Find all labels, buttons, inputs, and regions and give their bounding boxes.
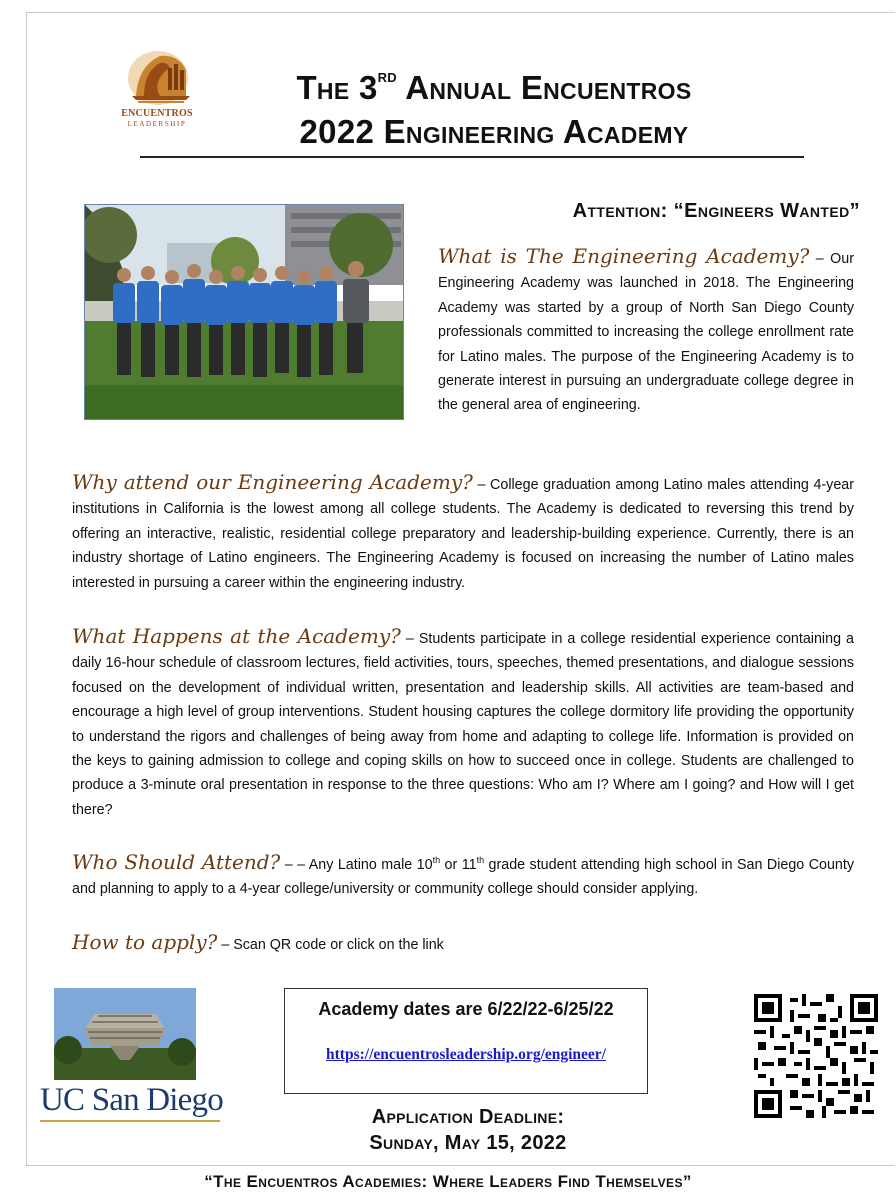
- footer-tagline: “The Encuentros Academies: Where Leaders Find Themselves”: [204, 1172, 692, 1191]
- ucsd-underline: [40, 1120, 220, 1122]
- logo-emblem-icon: [108, 48, 206, 108]
- group-photo: [84, 204, 404, 420]
- qr-code-icon[interactable]: [754, 994, 878, 1118]
- how-to-apply-heading: How to apply?: [72, 930, 218, 954]
- academy-dates: Academy dates are 6/22/22-6/25/22: [318, 999, 614, 1019]
- what-is-dash: –: [809, 251, 831, 267]
- section-why-attend: [72, 470, 854, 595]
- logo-subtitle: LEADERSHIP: [127, 120, 187, 128]
- why-attend-dash: –: [472, 477, 491, 493]
- title-line-1: [216, 66, 772, 110]
- why-attend-heading: Why attend our Engineering Academy?: [72, 470, 473, 494]
- who-attend-sup-1: th: [432, 855, 441, 865]
- application-deadline: [300, 1104, 636, 1156]
- who-attend-body-end: grade student attending high school in San Diego County and planning to apply to a 4-year college/university or community college should consider applying.: [72, 856, 855, 898]
- who-attend-sup-2: th: [476, 855, 485, 865]
- title-line-2: 2022 Engineering Academy: [299, 113, 689, 150]
- encuentros-logo: [108, 48, 206, 138]
- who-attend-body-start: Any Latino male 10: [308, 856, 433, 873]
- deadline-label: Application Deadline:: [371, 1106, 565, 1128]
- what-is-heading: What is The Engineering Academy?: [438, 244, 810, 268]
- title-line-1-start: The 3: [296, 69, 378, 106]
- registration-link[interactable]: https://encuentrosleadership.org/engineer/: [326, 1046, 606, 1063]
- title-divider: [140, 156, 804, 158]
- section-who-should-attend: [72, 848, 854, 902]
- section-what-happens: [72, 624, 854, 822]
- who-attend-heading: Who Should Attend?: [72, 849, 281, 874]
- what-happens-body: Students participate in a college residential experience containing a daily 16-hour schedule of classroom lectures, field activities, tours, speeches, themed presentations, and dialogue sessions focused on the development of individual written, presentation and leadership skills. All activities are team-based and encourage a high level of group interventions. Student housing captures the college dormitory life providing the opportunity to understand the rigors and challenges of being away from home and adapting to college life. Information is provided on the keys to gaining admission to college and coping skills on how to succeed once in college. Students are challenged to produce a 3-minute oral presentation in response to the three questions: Who am I? Where am I going? and How will I get there?: [72, 631, 854, 818]
- section-how-to-apply: [72, 930, 854, 957]
- title-line-1-end: Annual Encuentros: [397, 69, 692, 106]
- who-attend-dash: – –: [280, 856, 309, 873]
- who-attend-body-mid: or 11: [440, 856, 477, 873]
- how-to-apply-body: Scan QR code or click on the link: [233, 937, 444, 953]
- ucsd-wordmark: UC San Diego: [40, 1082, 223, 1118]
- logo-name: ENCUENTROS: [121, 108, 193, 119]
- attention-heading: Attention: “Engineers Wanted”: [572, 200, 860, 222]
- title-ordinal: rd: [377, 66, 397, 86]
- what-happens-dash: –: [400, 631, 419, 647]
- section-what-is: [424, 244, 854, 418]
- why-attend-body: College graduation among Latino males attending 4-year institutions in California is the lowest among all college students. The Academy is dedicated to reversing this trend by offering an interactive, realistic, residential college preparatory and leadership-building experience. Currently, there is an industry shortage of Latino engineers. The Engineering Academy is focused on increasing the number of Latino males interested in pursuing a career within the engineering industry.: [72, 477, 854, 591]
- ucsd-library-photo: [54, 988, 196, 1080]
- academy-dates-box: [284, 988, 648, 1094]
- what-is-body: Our Engineering Academy was launched in 2018. The Engineering Academy was started by a group of North San Diego County professionals committed to increasing the college enrollment rate for Latino males. The purpose of the Engineering Academy is to generate interest in pursuing an undergraduate college degree in the general area of engineering.: [438, 251, 854, 414]
- how-to-apply-dash: –: [217, 937, 234, 953]
- what-happens-heading: What Happens at the Academy?: [72, 624, 401, 648]
- page-title: [216, 66, 772, 154]
- deadline-date: Sunday, May 15, 2022: [369, 1132, 567, 1154]
